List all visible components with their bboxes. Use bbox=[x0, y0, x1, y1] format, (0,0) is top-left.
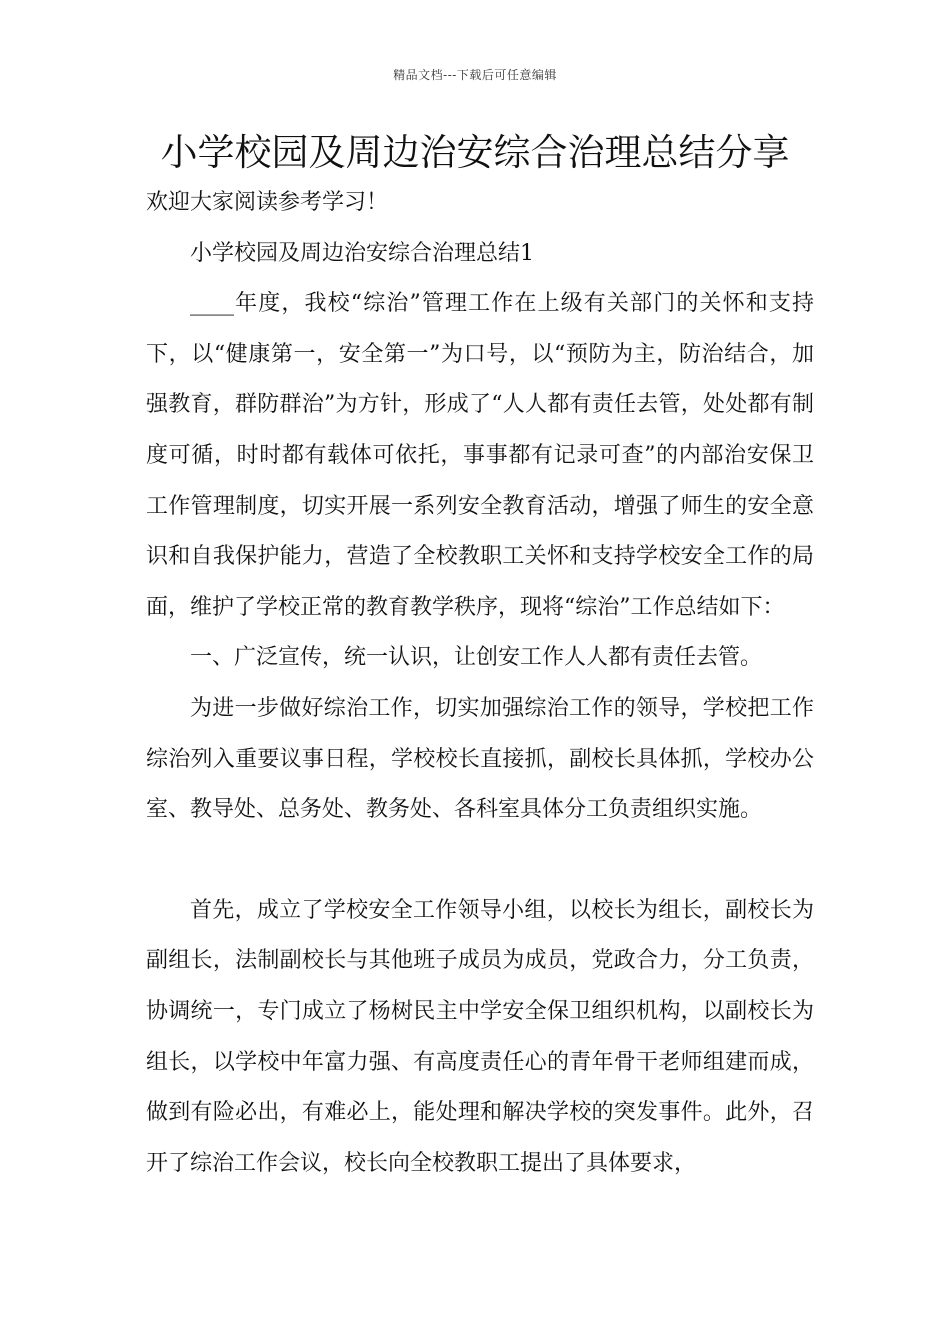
subheading-one: 一、广泛宣传，统一认识，让创安工作人人都有责任去管。 bbox=[190, 645, 763, 671]
section-heading: 小学校园及周边治安综合治理总结1 bbox=[190, 240, 534, 266]
paragraph-spacer bbox=[146, 836, 814, 886]
document-title: 小学校园及周边治安综合治理总结分享 bbox=[160, 131, 790, 174]
header-note: 精品文档---下载后可任意编辑 bbox=[393, 68, 557, 82]
paragraph-leadership: 为进一步做好综治工作，切实加强综治工作的领导，学校把工作综治列入重要议事日程，学校校长直接抓，副校长具体抓，学校办公室、教导处、总务处、教务处、各科室具体分工负责组织实施。 bbox=[146, 695, 814, 823]
paragraph-first: 首先，成立了学校安全工作领导小组，以校长为组长，副校长为副组长，法制副校长与其他班子成员为成员，党政合力，分工负责，协调统一，专门成立了杨树民主中学安全保卫组织机构，以副校长为组长，以学校中年富力强、有高度责任心的青年骨干老师组建而成，做到有险必出，有难必上，能处理和解决学校的突发事件。此外，召开了综治工作会议，校长向全校教职工提出了具体要求， bbox=[146, 897, 814, 1176]
document-body bbox=[146, 178, 814, 1189]
paragraph-intro: ____年度，我校“综治”管理工作在上级有关部门的关怀和支持下，以“健康第一，安全第一”为口号，以“预防为主，防治结合，加强教育，群防群治”为方针，形成了“人人都有责任去管，处处都有制度可循，时时都有载体可依托，事事都有记录可查”的内部治安保卫工作管理制度，切实开展一系列安全教育活动，增强了师生的安全意识和自我保护能力，营造了全校教职工关怀和支持学校安全工作的局面，维护了学校正常的教育教学秩序，现将“综治”工作总结如下： bbox=[146, 291, 814, 620]
greeting-line: 欢迎大家阅读参考学习！ bbox=[146, 190, 389, 215]
